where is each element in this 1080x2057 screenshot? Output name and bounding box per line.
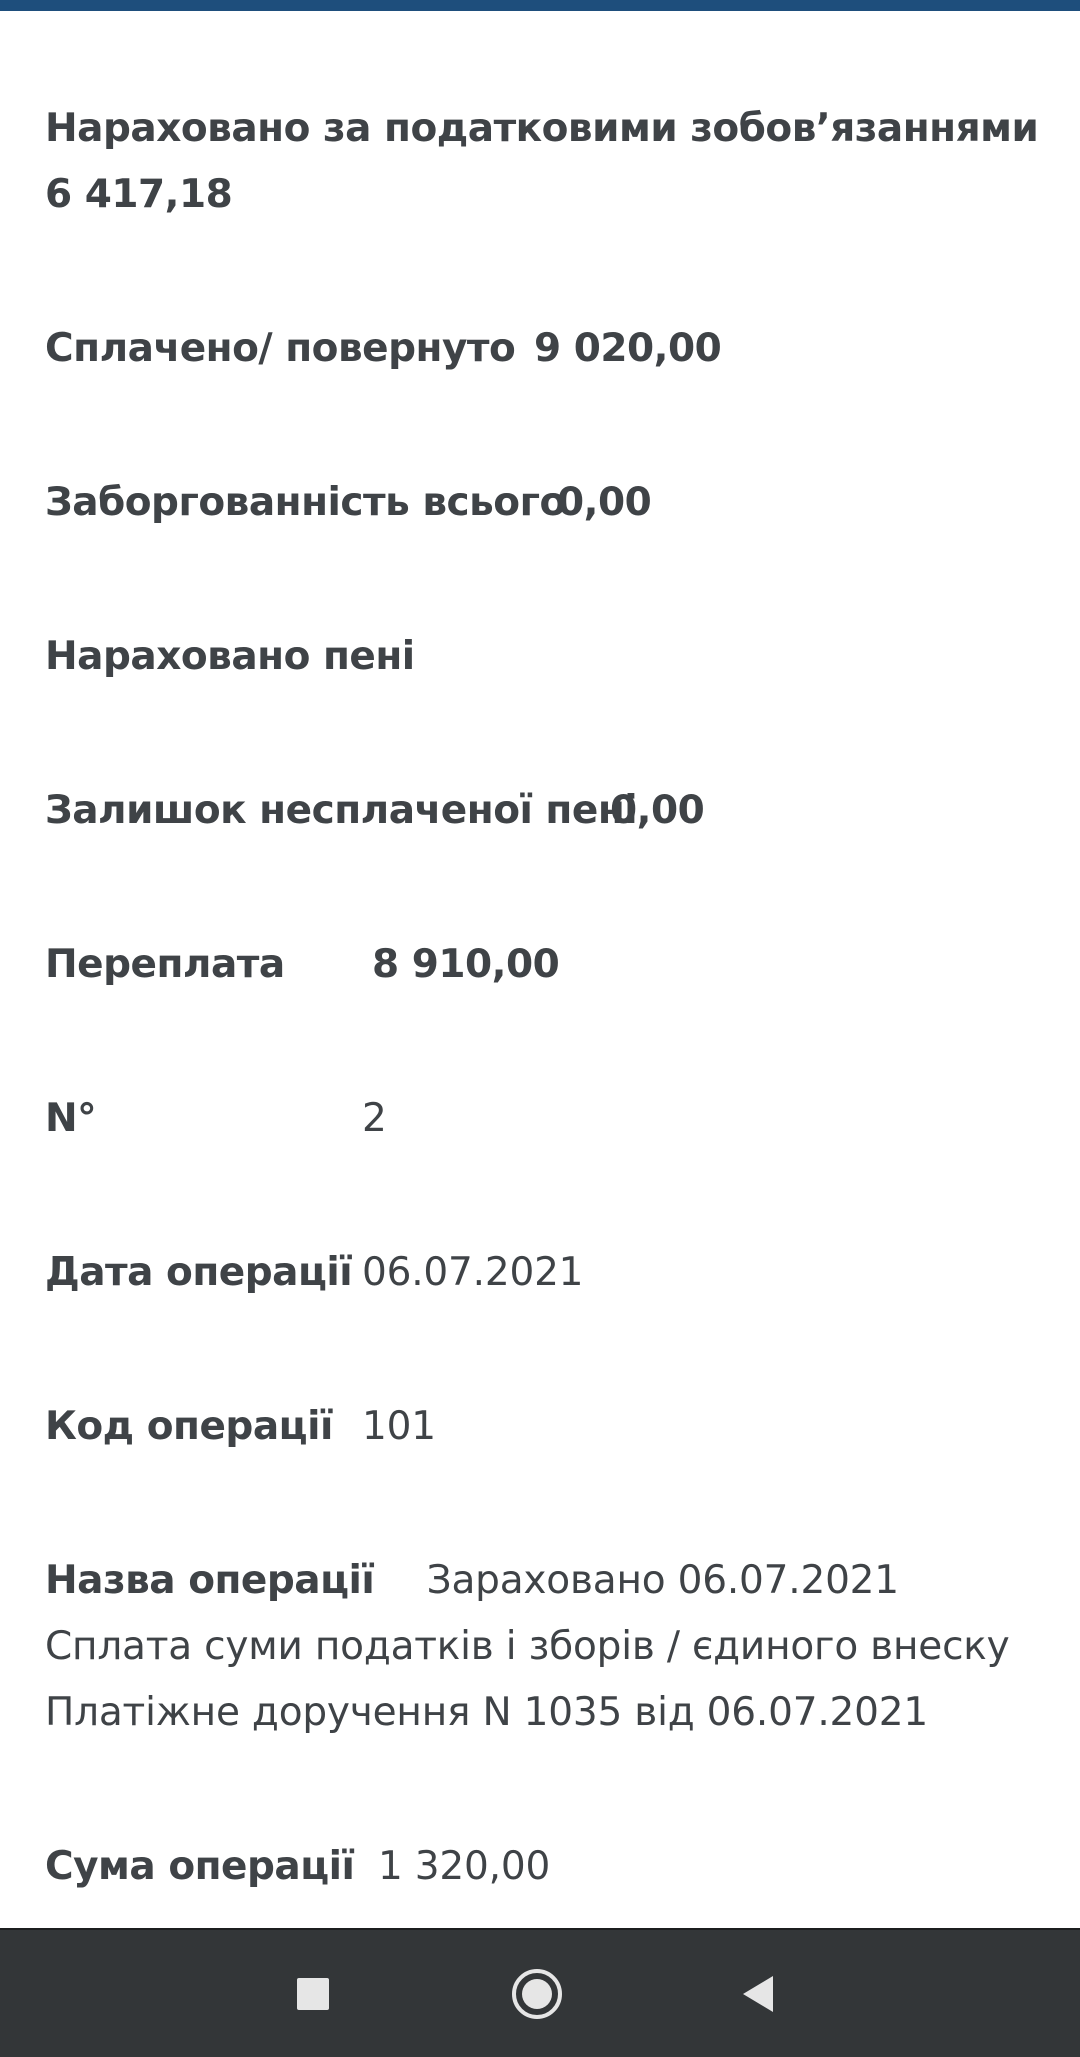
overpayment-value: 8 910,00: [372, 942, 560, 987]
system-navigation-bar: [0, 1928, 1080, 2057]
paid-label: Сплачено/ повернуто: [45, 326, 516, 371]
debt-label: Заборгованність всього: [45, 480, 566, 525]
debt-value: 0,00: [557, 480, 652, 525]
operation-name-value: Зараховано 06.07.2021 Сплата суми податків і зборів / єдиного внеску Платіжне доручення N 1035 від 06.07.2021: [45, 1558, 1010, 1735]
overpayment-label: Переплата: [45, 942, 285, 987]
operation-amount-value: 1 320,00: [378, 1844, 551, 1889]
accrued-value: 6 417,18: [45, 172, 233, 217]
triangle-back-icon: [740, 1974, 776, 2014]
operation-number-label: N°: [45, 1096, 97, 1141]
operation-number-value: 2: [362, 1096, 387, 1141]
operation-name-label: Назва операції: [45, 1558, 375, 1603]
operation-date-label: Дата операції: [45, 1250, 353, 1295]
home-button[interactable]: [477, 1930, 597, 2057]
square-icon: [296, 1977, 330, 2011]
operation-name-row: [45, 1548, 1035, 1746]
paid-value: 9 020,00: [534, 326, 722, 371]
operation-date-value: 06.07.2021: [362, 1250, 584, 1295]
accrued-row: [45, 96, 1039, 228]
operation-code-label: Код операції: [45, 1404, 333, 1449]
back-button[interactable]: [698, 1930, 818, 2057]
top-accent-bar: [0, 0, 1080, 11]
unpaid-penalty-label: Залишок несплаченої пені: [45, 788, 638, 833]
penalty-label: Нараховано пені: [45, 634, 415, 679]
recents-button[interactable]: [253, 1930, 373, 2057]
operation-amount-label: Сума операції: [45, 1844, 355, 1889]
accrued-label: Нараховано за податковими зобов’язаннями: [45, 106, 1039, 151]
unpaid-penalty-value: 0,00: [610, 788, 705, 833]
circle-icon: [510, 1967, 564, 2021]
operation-code-value: 101: [362, 1404, 436, 1449]
